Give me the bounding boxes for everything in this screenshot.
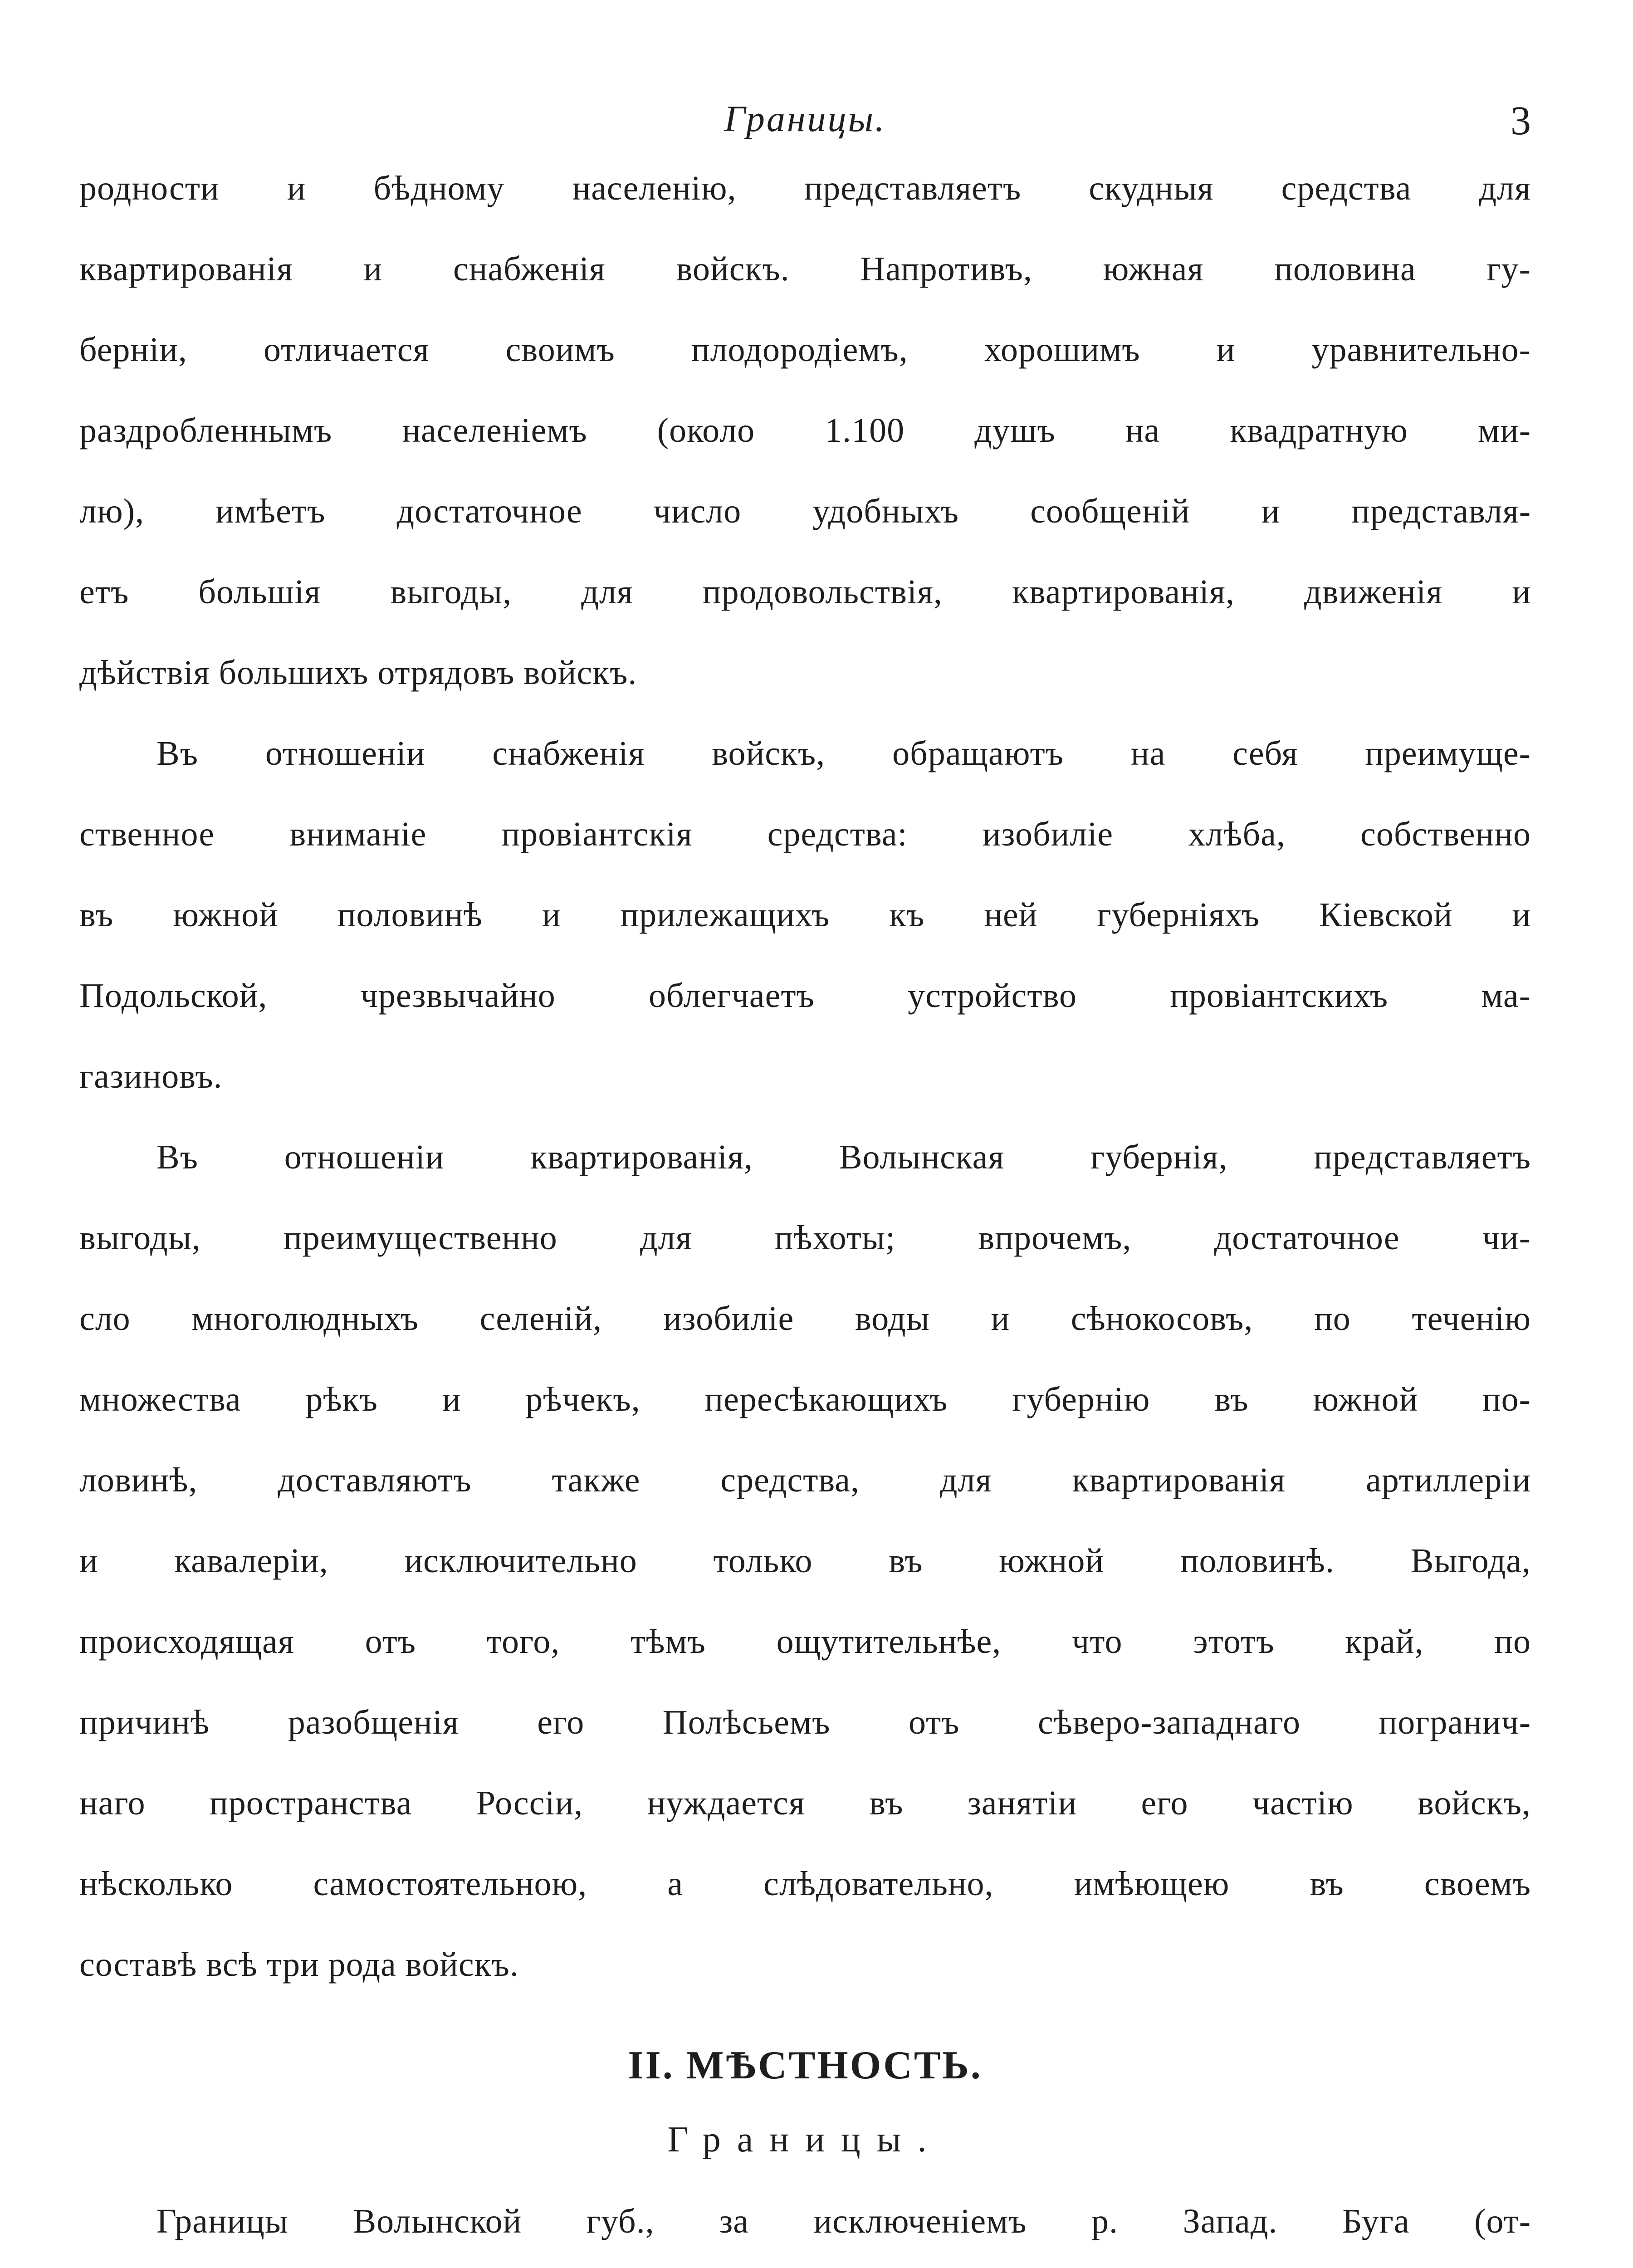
text-line: лю), имѣетъ достаточное число удобныхъ сообщеній и представля- — [79, 493, 1531, 530]
subsection-title: Границы. — [667, 2120, 943, 2160]
running-title: Границы. — [724, 98, 886, 139]
text-line: выгоды, преимущественно для пѣхоты; впрочемъ, достаточное чи- — [79, 1220, 1531, 1257]
section-title: II. МѢСТНОСТЬ. — [628, 2043, 983, 2087]
text-line: причинѣ разобщенія его Полѣсьемъ отъ сѣверо-западнаго погранич- — [79, 1704, 1531, 1741]
text-line: множества рѣкъ и рѣчекъ, пересѣкающихъ губернію въ южной по- — [79, 1381, 1531, 1418]
page-header — [79, 98, 1531, 156]
text-line: берніи, отличается своимъ плодородіемъ, хорошимъ и уравнительно- — [79, 332, 1531, 369]
text-line: происходящая отъ того, тѣмъ ощутительнѣе, что этотъ край, по — [79, 1623, 1531, 1661]
page-number: 3 — [1511, 98, 1531, 143]
text-line: составѣ всѣ три рода войскъ. — [79, 1946, 519, 1984]
text-line: Подольской, чрезвычайно облегчаетъ устройство провіантскихъ ма- — [79, 978, 1531, 1015]
text-line: сло многолюдныхъ селеній, изобиліе воды и сѣнокосовъ, по теченію — [79, 1300, 1531, 1338]
text-line: ловинѣ, доставляютъ также средства, для квартированія артиллеріи — [79, 1462, 1531, 1499]
text-line: ственное вниманіе провіантскія средства: изобиліе хлѣба, собственно — [79, 816, 1531, 853]
body-text — [79, 170, 1531, 2268]
text-line: родности и бѣдному населенію, представляетъ скудныя средства для — [79, 170, 1531, 207]
text-line: дѣйствія большихъ отрядовъ войскъ. — [79, 655, 637, 692]
text-line: раздробленнымъ населеніемъ (около 1.100 душъ на квадратную ми- — [79, 412, 1531, 450]
paragraph-1 — [79, 170, 1531, 735]
paragraph-3 — [79, 1139, 1531, 2027]
text-line: нѣсколько самостоятельною, а слѣдовательно, имѣющею въ своемъ — [79, 1866, 1531, 1903]
paragraph-2 — [79, 735, 1531, 1139]
text-line: въ южной половинѣ и прилежащихъ къ ней губерніяхъ Кіевской и — [79, 897, 1531, 934]
text-line: Въ отношеніи снабженія войскъ, обращаютъ на себя преимуще- — [156, 735, 1531, 772]
text-line: и кавалеріи, исключительно только въ южной половинѣ. Выгода, — [79, 1543, 1531, 1580]
paragraph-4 — [79, 2203, 1531, 2268]
text-line: Границы Волынской губ., за исключеніемъ р. Запад. Буга (от- — [156, 2203, 1531, 2240]
text-line: квартированія и снабженія войскъ. Напротивъ, южная половина гу- — [79, 251, 1531, 288]
text-line: етъ большія выгоды, для продовольствія, квартированія, движенія и — [79, 574, 1531, 611]
text-line: наго пространства Россіи, нуждается въ занятіи его частію войскъ, — [79, 1785, 1531, 1822]
text-line: газиновъ. — [79, 1058, 223, 1095]
text-line: Въ отношеніи квартированія, Волынская губернія, представляетъ — [156, 1139, 1531, 1176]
